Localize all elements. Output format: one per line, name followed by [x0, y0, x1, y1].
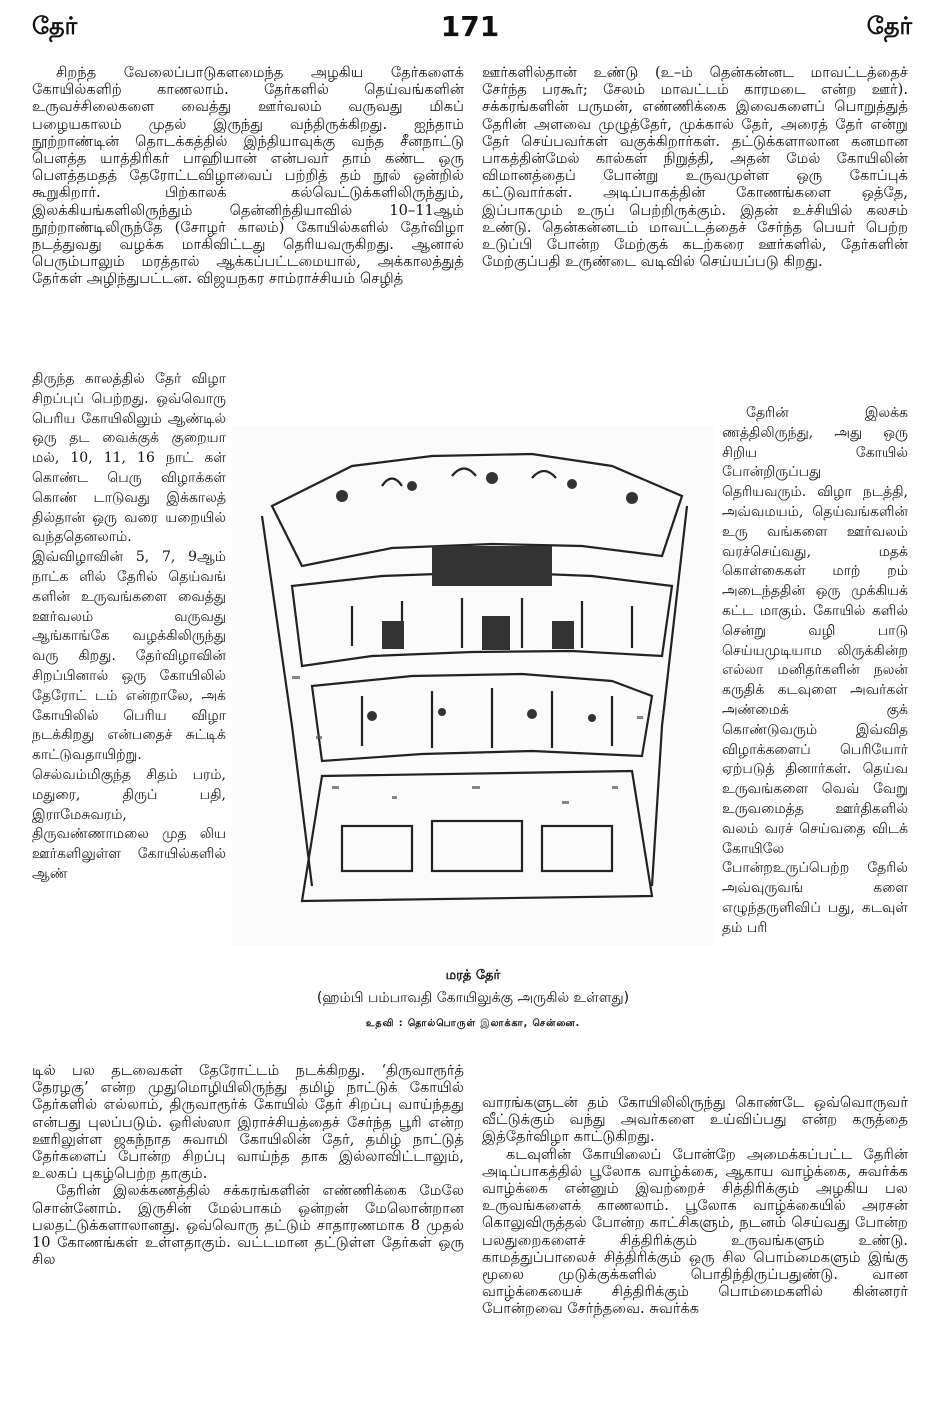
running-head-right: தேர்: [866, 12, 912, 40]
left-column-top-paragraph: சிறந்த வேலைப்பாடுகளமைந்த அழகிய தேர்களைக் கோயில்களிற் காணலாம். தேர்களில் தெய்வங்களின் உருவச்சிலைகளை வைத்து ஊர்வலம் வருவது மிகப் பழையகாலம் முதல் இருந்து வந்திருக்கிறது. ஐந்தாம் நூற்றாண்டின் தொடக்கத்தில் இந்தியாவுக்கு வந்த சீனநாட்டு பௌத்த யாத்திரிகர் பாஹியான் என்பவர் தாம் கண்ட ஒரு பௌத்தமதத் தேரோட்டவிழாவைப் பற்றித் தம் நூல் ஒன்றில் கூறுகிறார். பிற்காலக் கல்வெட்டுக்களிலிருந்தும், இலக்கியங்களிலிருந்தும் தென்னிந்தியாவில் 10–11ஆம் நூற்றாண்டிலிருந்தே (சோழர் காலம்) கோயில்களில் தேர்விழா நடத்துவது வழக்க மாகிவிட்டது தெரியவருகிறது. ஆனால் பெரும்பாலும் மரத்தால் ஆக்கப்பட்டமையால், அக்காலத்துத் தேர்கள் அழிந்துபட்டன. விஜயநகர சாம்ராச்சியம் செழித்: [32, 64, 464, 288]
chariot-illustration: [232, 426, 714, 946]
right-column-bottom: [482, 1094, 908, 1412]
right-column-top-paragraph: ஊர்களில்தான் உண்டு (உ–ம் தென்கன்னட மாவட்டத்தைச் சேர்ந்த பரகூர்; சேலம் மாவட்டம் காரமடை என்ற ஊர்). சக்கரங்களின் பருமன், எண்ணிக்கை இவைகளைப் பொறுத்துத் தேரின் அளவை முழுத்தேர், முக்கால் தேர், அரைத் தேர் என்று தேர் செய்பவர்கள் வகுக்கிறார்கள். தட்டுக்களாலான கனமான பாகத்தின்மேல் கால்கள் நிறுத்தி, அதன் மேல் கோயிலின் விமானத்தைப் போன்று உருவமுள்ள ஒரு கோப்புக் கட்டுவார்கள். அடிப்பாகத்தின் கோணங்களை ஒத்தே, இப்பாகமும் உருப் பெற்றிருக்கும். இதன் உச்சியில் கலசம் உண்டு. தென்கன்னடம் மாவட்டத்தைச் சேர்ந்த பெயர் பெற்ற உடுப்பி போன்ற மேற்குக் கடற்கரை ஊர்களில், தேர்களின் மேற்குப்பதி உருண்டை வடிவில் செய்யப்படு கிறது.: [482, 64, 908, 271]
figure-credit: உதவி : தொல்பொருள் இலாக்கா, சென்னை.: [365, 1018, 581, 1029]
temple-chariot-photo: [232, 426, 714, 946]
left-column-bottom: [32, 1062, 464, 1412]
page-number: 171: [440, 10, 500, 43]
right-bottom-paragraph-2: கடவுளின் கோயிலைப் போன்றே அமைக்கப்பட்ட தேரின் அடிப்பாகத்தில் பூலோக வாழ்க்கை, ஆகாய வாழ்க்கை, சுவர்க்க வாழ்க்கை என்னும் இவற்றைச் சித்திரிக்கும் அழகிய பல உருவங்களைக் காணலாம். பூலோக வாழ்க்கையில் அரசன் கொலுவிருத்தல் போன்ற காட்சிகளும், நடனம் செய்வது போன்ற பலதுறைகளைச் சித்திரிக்கும் உருவங்களும் உண்டு. காமத்துப்பாலைச் சித்திரிக்கும் ஒரு சில பொம்மைகளும் இங்கு மூலை முடுக்குக்களில் பொதிந்திருப்பதுண்டு. வான வாழ்க்கையைச் சித்திரிக்கும் பொம்மைகளில் கின்னரர் போன்றவை சேர்ந்தவை. சுவர்க்க: [482, 1145, 908, 1318]
right-column-narrow-paragraph: தேரின் இலக்க ணத்திலிருந்து, அது ஒரு சிறிய கோயில் போன்றிருப்பது தெரியவரும். விழா நடத்தி, அவ்வமயம், தெய்வங்களின் உரு வங்களை ஊர்வலம் வரச்செய்வது, மதக் கொள்கைகள் மாற் றம் அடைந்ததின் ஒரு முக்கியக் கட்ட மாகும். கோயில் களில் சென்று வழி பாடு செய்யமுடியாம லிருக்கின்ற எல்லா மனிதர்களின் நலன் கருதிக் கடவுளை அவர்கள் அண்மைக் குக் கொண்டுவரும் இவ்வித விழாக்களைப் பெரியோர் ஏற்படுத் தினார்கள். தெய்வ உருவங்களை வெவ் வேறு உருவமைத்த ஊர்திகளில் வலம் வரச் செய்வதை விடக் கோயிலே போன்றஉருப்பெற்ற தேரில் அவ்வுருவங் களை எழுந்தருளிவிப் பது, கடவுள் தம் பரி: [722, 405, 908, 936]
right-column-top: [482, 64, 908, 402]
left-column-narrow-paragraph: திருந்த காலத்தில் தேர் விழா சிறப்புப் பெற்றது. ஒவ்வொரு பெரிய கோயிலிலும் ஆண்டில் ஒரு தட வைக்குக் குறையா மல், 10, 11, 16 நாட் கள் கொண்ட பெரு விழாக்கள் கொண் டாடுவது இக்காலத் தில்தான் ஒரு வரை யறையில் வந்ததெனலாம். இவ்விழாவின் 5, 7, 9ஆம் நாட்க ளில் தேரில் தெய்வங் களின் உருவங்களை வைத்து ஊர்வலம் வருவது ஆங்காங்கே வழக்கிலிருந்து வரு கிறது. தேர்விழாவின் சிறப்பினால் ஒரு கோயிலில் தேரோட் டம் என்றாலே, அக் கோயிலில் பெரிய விழா நடக்கிறது என்பதைச் சுட்டிக் காட்டுவதாயிற்று. செல்வம்மிகுந்த சிதம் பரம், மதுரை, திருப் பதி, இராமேசுவரம், திருவண்ணாமலை முத லிய ஊர்களிலுள்ள கோயில்களில் ஆண்: [32, 371, 226, 882]
left-bottom-paragraph-2: தேரின் இலக்கணத்தில் சக்கரங்களின் எண்ணிக்கை மேலே சொன்னோம். இருசின் மேல்பாகம் ஒன்றன் மேலொன்றான பலதட்டுக்களாலானது. ஒவ்வொரு தட்டும் சாதாரணமாக 8 முதல் 10 கோணங்கள் உள்ளதாகும். வட்டமான தட்டுள்ள தேர்கள் ஒரு சில: [32, 1182, 464, 1269]
figure-caption-title: மரத் தேர்: [445, 968, 501, 983]
running-head-left: தேர்: [32, 12, 78, 40]
right-bottom-paragraph-1: வாரங்களுடன் தம் கோயிலிலிருந்து கொண்டே ஒவ்வொருவர் வீட்டுக்கும் வந்து அவர்களை உய்விப்பது என்ற கருத்தை இத்தேர்விழா காட்டுகிறது.: [482, 1094, 908, 1146]
left-bottom-paragraph-1: டில் பல தடவைகள் தேரோட்டம் நடக்கிறது. ‘திருவாரூர்த் தேரழகு’ என்ற முதுமொழியிலிருந்து தமிழ் நாட்டுக் கோயில் தேர்களில் எல்லாம், திருவாரூர்க் கோயில் தேர் சிறப்பு வாய்ந்தது என்பது புலப்படும். ஒரிஸ்ஸா இராச்சியத்தைச் சேர்ந்த பூரி என்ற ஊரிலுள்ள ஜகந்நாத சுவாமி கோயிலின் தேர், தமிழ் நாட்டுத் தேர்களைப் போன்ற சிறப்பு வாய்ந்த தாக இல்லாவிட்டாலும், உலகப் புகழ்பெற்ற தாகும்.: [32, 1062, 464, 1183]
left-column-top: [32, 64, 464, 388]
figure-caption-location: (ஹம்பி பம்பாவதி கோயிலுக்கு அருகில் உள்ளது): [316, 990, 630, 1006]
left-column-narrow: [32, 370, 226, 1056]
right-column-narrow: [722, 404, 908, 1094]
